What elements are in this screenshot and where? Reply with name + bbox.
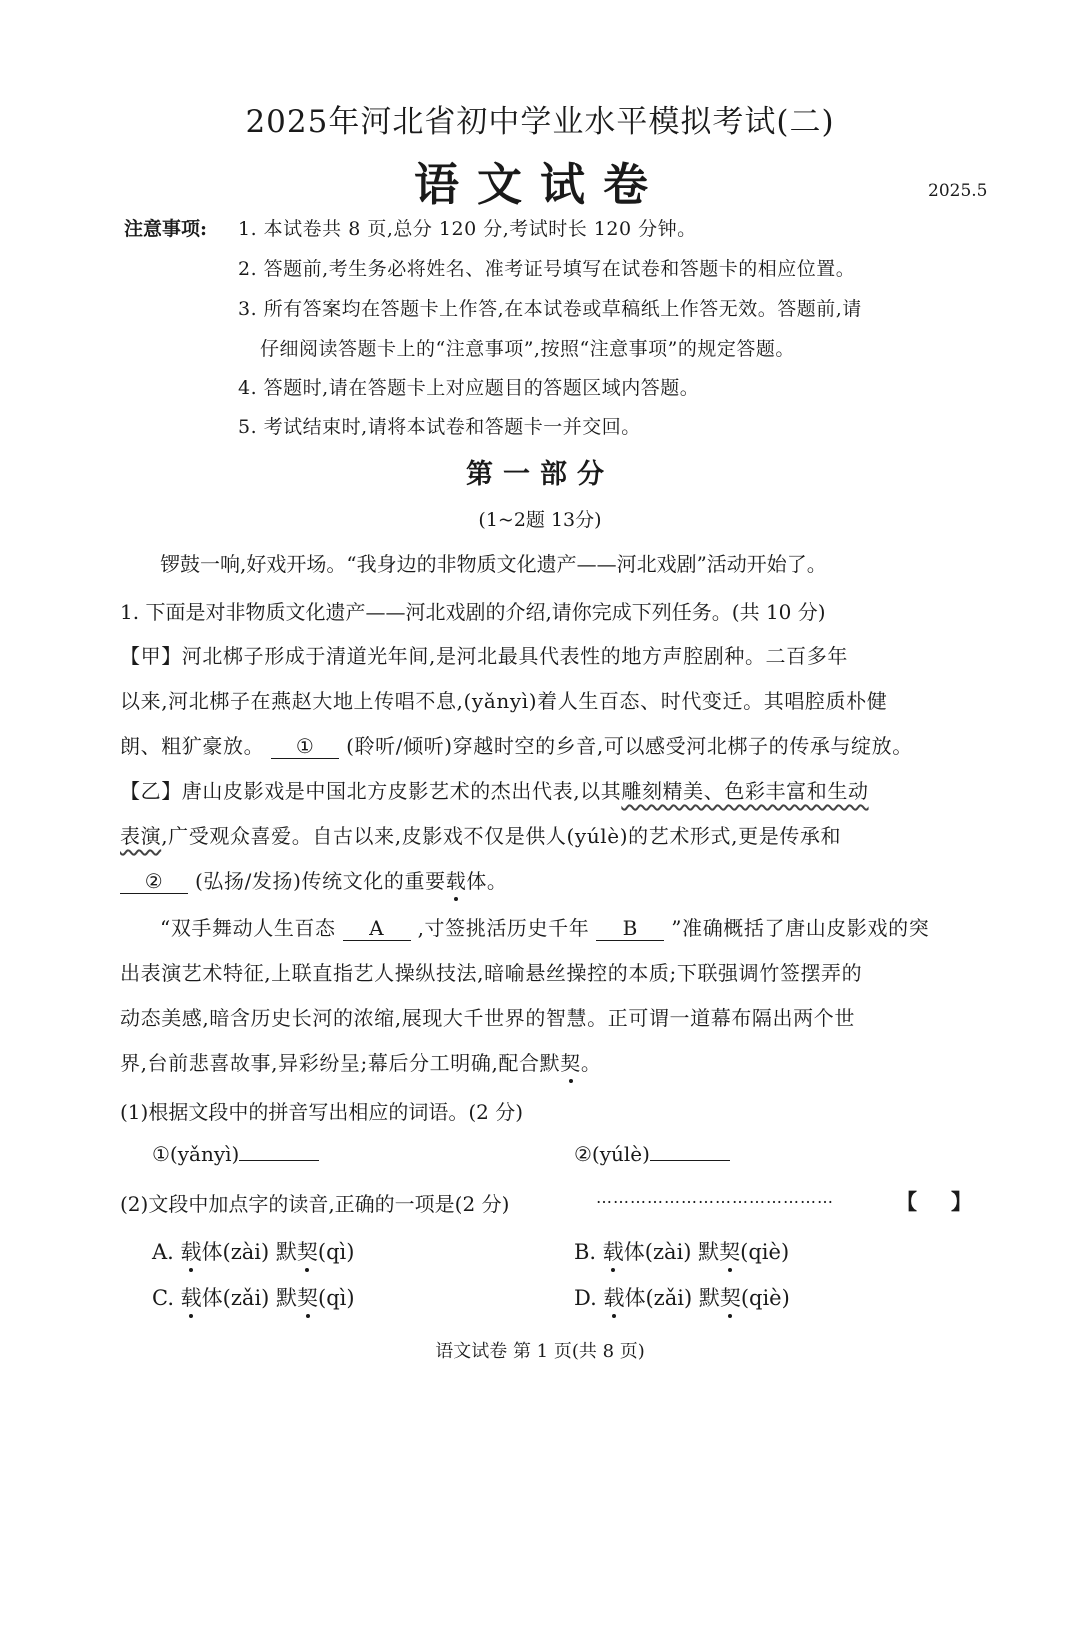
option-text: 体(zǎi) 默 — [201, 1286, 298, 1310]
passage-yi-line — [120, 865, 508, 894]
bracket-left: 【 — [896, 1189, 917, 1214]
passage-line: 出表演艺术特征,上联直指艺人操纵技法,暗喻悬丝操控的本质;下联强调竹签摆弄的 — [120, 961, 863, 985]
answer-label: ②(yúlè) — [574, 1142, 650, 1166]
part-title: 第一部分 — [466, 459, 614, 490]
option-letter: C. — [152, 1286, 181, 1310]
passage-text: 体。 — [466, 869, 508, 893]
option-letter: B. — [574, 1240, 603, 1264]
dotted-char: 契 — [719, 1240, 741, 1264]
bracket-right: 】 — [951, 1189, 972, 1214]
passage-text: 。 — [580, 1051, 602, 1075]
dotted-char: 载 — [180, 1240, 202, 1264]
passage-jia-line: 以来,河北梆子在燕赵大地上传唱不息,(yǎnyì)着人生百态、时代变迁。其唱腔质朴健 — [120, 689, 888, 713]
blank-A: A — [343, 916, 411, 941]
option-text: (qì) — [317, 1240, 355, 1264]
passage-text: 【乙】唐山皮影戏是中国北方皮影艺术的杰出代表,以其 — [120, 779, 622, 803]
option-text: 体(zǎi) 默 — [624, 1286, 720, 1310]
dotted-char: 载 — [603, 1286, 625, 1310]
passage-text: ,寸签挑活历史千年 — [417, 916, 590, 940]
notice-item: 1. 本试卷共 8 页,总分 120 分,考试时长 120 分钟。 — [238, 218, 697, 240]
option-text: (qiè) — [740, 1286, 790, 1310]
dotted-char: 契 — [296, 1240, 318, 1264]
passage-jia-line: 【甲】河北梆子形成于清道光年间,是河北最具代表性的地方声腔剧种。二百多年 — [120, 644, 848, 668]
exam-title: 2025年河北省初中学业水平模拟考试(二) — [245, 104, 835, 140]
passage-line: 动态美感,暗含历史长河的浓缩,展现大千世界的智慧。正可谓一道幕布隔出两个世 — [120, 1006, 855, 1030]
notice-item: 仔细阅读答题卡上的“注意事项”,按照“注意事项”的规定答题。 — [260, 338, 795, 360]
notice-item: 3. 所有答案均在答题卡上作答,在本试卷或草稿纸上作答无效。答题前,请 — [238, 298, 862, 320]
passage-text: ”准确概括了唐山皮影戏的突 — [671, 916, 930, 940]
notice-label: 注意事项: — [124, 218, 208, 240]
option-letter: D. — [574, 1286, 604, 1310]
notice-item: 5. 考试结束时,请将本试卷和答题卡一并交回。 — [238, 416, 641, 438]
answer-blank — [239, 1160, 319, 1161]
part-range: (1~2题 13分) — [478, 509, 602, 531]
answer-label: ①(yǎnyì) — [152, 1142, 240, 1166]
page-footer: 语文试卷 第 1 页(共 8 页) — [435, 1341, 645, 1362]
passage-yi-line — [120, 775, 869, 804]
option-text: (qì) — [318, 1286, 355, 1310]
dotted-char: 载 — [180, 1286, 202, 1310]
passage-text: (聆听/倾听)穿越时空的乡音,可以感受河北梆子的传承与绽放。 — [346, 734, 913, 758]
dotted-char: 载 — [602, 1240, 624, 1264]
question-1: 1. 下面是对非物质文化遗产——河北戏剧的介绍,请你完成下列任务。(共 10 分) — [120, 600, 826, 624]
option-text: 体(zài) 默 — [201, 1240, 297, 1264]
option-b — [574, 1236, 789, 1266]
passage-jia-line — [120, 730, 913, 759]
passage-text: “双手舞动人生百态 — [160, 916, 336, 940]
passage-text: ,广受观众喜爱。自古以来,皮影戏不仅是供人(yúlè)的艺术形式,更是传承和 — [161, 824, 842, 848]
option-text: 体(zài) 默 — [623, 1240, 720, 1264]
sub-question-1: (1)根据文段中的拼音写出相应的词语。(2 分) — [120, 1100, 524, 1124]
passage-couplet-line — [160, 912, 929, 941]
answer-bracket — [896, 1186, 972, 1216]
passage-text: 界,台前悲喜故事,异彩纷呈;幕后分工明确,配合默 — [120, 1051, 561, 1075]
passage-text: (弘扬/发扬)传统文化的重要 — [194, 869, 446, 893]
dotted-char: 契 — [719, 1286, 741, 1310]
dotted-char: 契 — [297, 1286, 319, 1310]
passage-text: 朗、粗犷豪放。 — [120, 734, 265, 758]
notice-item: 4. 答题时,请在答题卡上对应题目的答题区域内答题。 — [238, 377, 700, 399]
wavy-underlined-text: 表演 — [120, 824, 162, 848]
blank-B: B — [596, 916, 664, 941]
option-c — [152, 1282, 355, 1312]
answer-blank — [650, 1160, 730, 1161]
dotted-char: 载 — [445, 869, 467, 893]
passage-line — [120, 1047, 601, 1076]
passage-yi-line — [120, 820, 841, 849]
notice-item: 2. 答题前,考生务必将姓名、准考证号填写在试卷和答题卡的相应位置。 — [238, 258, 856, 280]
option-letter: A. — [152, 1240, 181, 1264]
blank-2: ② — [120, 869, 188, 894]
option-text: (qiè) — [740, 1240, 790, 1264]
dot-leader: …………………………………… — [596, 1188, 834, 1207]
sub-question-2: (2)文段中加点字的读音,正确的一项是(2 分) — [120, 1192, 510, 1216]
exam-date: 2025.5 — [928, 181, 988, 201]
wavy-underlined-text: 雕刻精美、色彩丰富和生动 — [621, 779, 869, 803]
dotted-char: 契 — [560, 1051, 581, 1075]
answer-line-2 — [574, 1142, 730, 1166]
option-d — [574, 1282, 790, 1312]
subject-title: 语文试卷 — [413, 158, 666, 211]
answer-line-1 — [152, 1142, 319, 1166]
part-intro: 锣鼓一响,好戏开场。“我身边的非物质文化遗产——河北戏剧”活动开始了。 — [160, 552, 827, 576]
blank-1: ① — [271, 734, 339, 759]
option-a — [152, 1236, 354, 1266]
